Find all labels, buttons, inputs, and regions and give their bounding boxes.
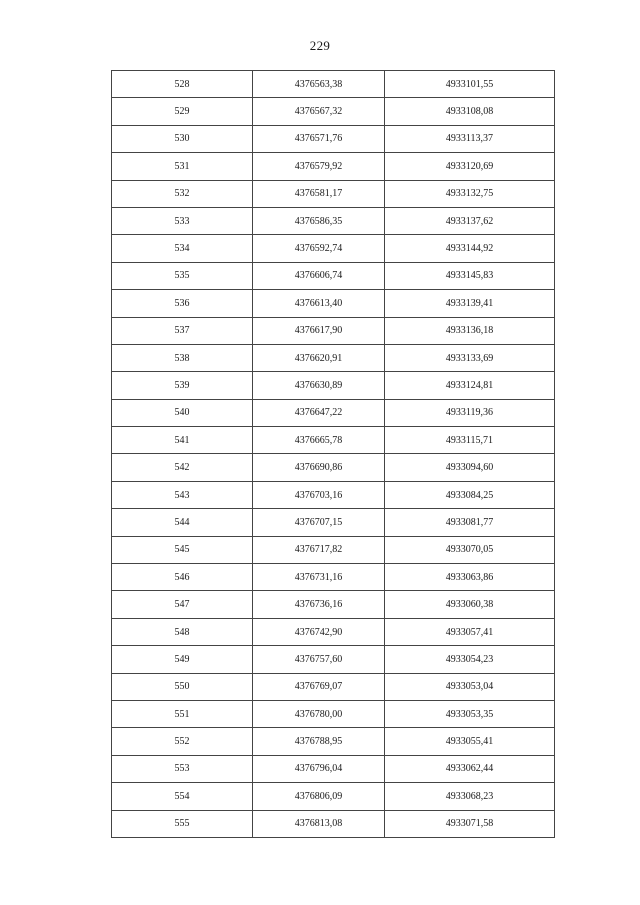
coordinates-table-body bbox=[112, 71, 555, 838]
y-coordinate-cell: 4933101,55 bbox=[385, 71, 555, 98]
point-number-cell: 546 bbox=[112, 564, 253, 591]
point-number-cell: 544 bbox=[112, 509, 253, 536]
x-coordinate-cell: 4376581,17 bbox=[253, 180, 385, 207]
y-coordinate-cell: 4933139,41 bbox=[385, 290, 555, 317]
y-coordinate-cell: 4933119,36 bbox=[385, 399, 555, 426]
table-row bbox=[112, 235, 555, 262]
y-coordinate-cell: 4933054,23 bbox=[385, 646, 555, 673]
table-row bbox=[112, 153, 555, 180]
x-coordinate-cell: 4376769,07 bbox=[253, 673, 385, 700]
point-number-cell: 533 bbox=[112, 207, 253, 234]
y-coordinate-cell: 4933057,41 bbox=[385, 618, 555, 645]
table-row bbox=[112, 317, 555, 344]
y-coordinate-cell: 4933053,04 bbox=[385, 673, 555, 700]
table-row bbox=[112, 71, 555, 98]
y-coordinate-cell: 4933060,38 bbox=[385, 591, 555, 618]
y-coordinate-cell: 4933055,41 bbox=[385, 728, 555, 755]
x-coordinate-cell: 4376703,16 bbox=[253, 481, 385, 508]
point-number-cell: 551 bbox=[112, 700, 253, 727]
y-coordinate-cell: 4933108,08 bbox=[385, 98, 555, 125]
x-coordinate-cell: 4376630,89 bbox=[253, 372, 385, 399]
point-number-cell: 547 bbox=[112, 591, 253, 618]
x-coordinate-cell: 4376757,60 bbox=[253, 646, 385, 673]
y-coordinate-cell: 4933053,35 bbox=[385, 700, 555, 727]
x-coordinate-cell: 4376606,74 bbox=[253, 262, 385, 289]
point-number-cell: 549 bbox=[112, 646, 253, 673]
x-coordinate-cell: 4376731,16 bbox=[253, 564, 385, 591]
x-coordinate-cell: 4376620,91 bbox=[253, 344, 385, 371]
x-coordinate-cell: 4376788,95 bbox=[253, 728, 385, 755]
y-coordinate-cell: 4933115,71 bbox=[385, 427, 555, 454]
table-row bbox=[112, 399, 555, 426]
x-coordinate-cell: 4376613,40 bbox=[253, 290, 385, 317]
x-coordinate-cell: 4376579,92 bbox=[253, 153, 385, 180]
x-coordinate-cell: 4376571,76 bbox=[253, 125, 385, 152]
table-row bbox=[112, 372, 555, 399]
x-coordinate-cell: 4376617,90 bbox=[253, 317, 385, 344]
table-row bbox=[112, 481, 555, 508]
y-coordinate-cell: 4933094,60 bbox=[385, 454, 555, 481]
point-number-cell: 536 bbox=[112, 290, 253, 317]
point-number-cell: 545 bbox=[112, 536, 253, 563]
x-coordinate-cell: 4376736,16 bbox=[253, 591, 385, 618]
y-coordinate-cell: 4933132,75 bbox=[385, 180, 555, 207]
table-row bbox=[112, 454, 555, 481]
y-coordinate-cell: 4933063,86 bbox=[385, 564, 555, 591]
y-coordinate-cell: 4933070,05 bbox=[385, 536, 555, 563]
point-number-cell: 543 bbox=[112, 481, 253, 508]
x-coordinate-cell: 4376665,78 bbox=[253, 427, 385, 454]
table-row bbox=[112, 673, 555, 700]
y-coordinate-cell: 4933084,25 bbox=[385, 481, 555, 508]
table-row bbox=[112, 783, 555, 810]
point-number-cell: 531 bbox=[112, 153, 253, 180]
table-row bbox=[112, 509, 555, 536]
table-row bbox=[112, 536, 555, 563]
point-number-cell: 552 bbox=[112, 728, 253, 755]
table-row bbox=[112, 125, 555, 152]
y-coordinate-cell: 4933137,62 bbox=[385, 207, 555, 234]
x-coordinate-cell: 4376563,38 bbox=[253, 71, 385, 98]
point-number-cell: 542 bbox=[112, 454, 253, 481]
table-row bbox=[112, 427, 555, 454]
x-coordinate-cell: 4376796,04 bbox=[253, 755, 385, 782]
table-row bbox=[112, 700, 555, 727]
y-coordinate-cell: 4933120,69 bbox=[385, 153, 555, 180]
table-row bbox=[112, 810, 555, 837]
y-coordinate-cell: 4933113,37 bbox=[385, 125, 555, 152]
x-coordinate-cell: 4376717,82 bbox=[253, 536, 385, 563]
y-coordinate-cell: 4933124,81 bbox=[385, 372, 555, 399]
table-row bbox=[112, 728, 555, 755]
x-coordinate-cell: 4376780,00 bbox=[253, 700, 385, 727]
x-coordinate-cell: 4376806,09 bbox=[253, 783, 385, 810]
point-number-cell: 535 bbox=[112, 262, 253, 289]
y-coordinate-cell: 4933145,83 bbox=[385, 262, 555, 289]
table-row bbox=[112, 180, 555, 207]
x-coordinate-cell: 4376586,35 bbox=[253, 207, 385, 234]
point-number-cell: 550 bbox=[112, 673, 253, 700]
x-coordinate-cell: 4376647,22 bbox=[253, 399, 385, 426]
x-coordinate-cell: 4376813,08 bbox=[253, 810, 385, 837]
table-row bbox=[112, 207, 555, 234]
coordinates-table bbox=[111, 70, 555, 838]
x-coordinate-cell: 4376690,86 bbox=[253, 454, 385, 481]
y-coordinate-cell: 4933133,69 bbox=[385, 344, 555, 371]
x-coordinate-cell: 4376592,74 bbox=[253, 235, 385, 262]
y-coordinate-cell: 4933081,77 bbox=[385, 509, 555, 536]
x-coordinate-cell: 4376567,32 bbox=[253, 98, 385, 125]
page-number: 229 bbox=[309, 38, 331, 53]
table-row bbox=[112, 344, 555, 371]
point-number-cell: 529 bbox=[112, 98, 253, 125]
table-row bbox=[112, 591, 555, 618]
x-coordinate-cell: 4376707,15 bbox=[253, 509, 385, 536]
y-coordinate-cell: 4933062,44 bbox=[385, 755, 555, 782]
point-number-cell: 548 bbox=[112, 618, 253, 645]
point-number-cell: 553 bbox=[112, 755, 253, 782]
point-number-cell: 541 bbox=[112, 427, 253, 454]
table-row bbox=[112, 755, 555, 782]
y-coordinate-cell: 4933144,92 bbox=[385, 235, 555, 262]
point-number-cell: 554 bbox=[112, 783, 253, 810]
point-number-cell: 540 bbox=[112, 399, 253, 426]
x-coordinate-cell: 4376742,90 bbox=[253, 618, 385, 645]
point-number-cell: 532 bbox=[112, 180, 253, 207]
table-row bbox=[112, 564, 555, 591]
y-coordinate-cell: 4933071,58 bbox=[385, 810, 555, 837]
point-number-cell: 534 bbox=[112, 235, 253, 262]
table-row bbox=[112, 618, 555, 645]
point-number-cell: 539 bbox=[112, 372, 253, 399]
table-row bbox=[112, 646, 555, 673]
table-row bbox=[112, 290, 555, 317]
point-number-cell: 530 bbox=[112, 125, 253, 152]
point-number-cell: 555 bbox=[112, 810, 253, 837]
point-number-cell: 528 bbox=[112, 71, 253, 98]
y-coordinate-cell: 4933068,23 bbox=[385, 783, 555, 810]
y-coordinate-cell: 4933136,18 bbox=[385, 317, 555, 344]
table-row bbox=[112, 262, 555, 289]
point-number-cell: 538 bbox=[112, 344, 253, 371]
point-number-cell: 537 bbox=[112, 317, 253, 344]
table-row bbox=[112, 98, 555, 125]
